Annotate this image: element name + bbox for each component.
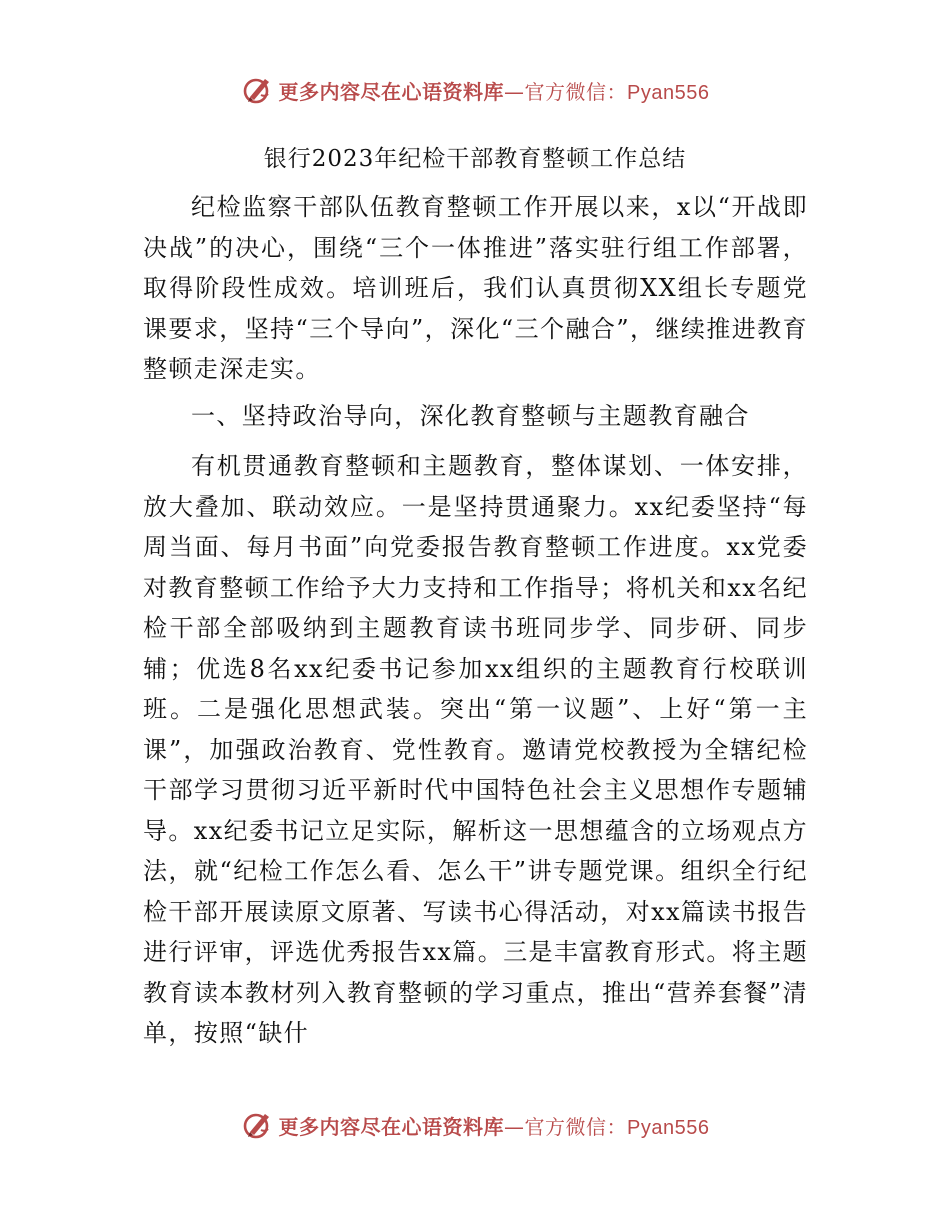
banner-wechat-id: Pyan556 (627, 1116, 710, 1139)
banner-label: 官方微信： (524, 1114, 628, 1139)
header-banner (0, 70, 950, 110)
banner-separator: — (504, 1114, 525, 1139)
document-title: 银行2023年纪检干部教育整顿工作总结 (263, 146, 687, 172)
footer-banner (0, 1105, 950, 1145)
banner-wechat-id: Pyan556 (627, 81, 710, 104)
banner-text (279, 76, 710, 105)
intro-paragraph: 纪检监察干部队伍教育整顿工作开展以来，x以“开战即决战”的决心，围绕“三个一体推进”落实驻行组工作部署，取得阶段性成效。培训班后，我们认真贯彻XX组长专题党课要求，坚持“三个导向”，深化“三个融合”，继续推进教育整顿走深走实。 (143, 193, 808, 383)
banner-main-text: 更多内容尽在心语资料库 (278, 79, 505, 104)
banner-separator: — (504, 79, 525, 104)
banner-text (279, 1111, 710, 1140)
pen-hand-logo-icon (241, 73, 275, 107)
banner-label: 官方微信： (524, 79, 628, 104)
section-heading-1: 一、坚持政治导向，深化教育整顿与主题教育融合 (191, 401, 750, 430)
pen-hand-logo-icon (241, 1108, 275, 1142)
section-1-paragraph: 有机贯通教育整顿和主题教育，整体谋划、一体安排，放大叠加、联动效应。一是坚持贯通聚力。xx纪委坚持“每周当面、每月书面”向党委报告教育整顿工作进度。xx党委对教育整顿工作给予大力支持和工作指导；将机关和xx名纪检干部全部吸纳到主题教育读书班同步学、同步研、同步辅；优选8名xx纪委书记参加xx组织的主题教育行校联训班。二是强化思想武装。突出“第一议题”、上好“第一主课”，加强政治教育、党性教育。邀请党校教授为全辖纪检干部学习贯彻习近平新时代中国特色社会主义思想作专题辅导。xx纪委书记立足实际，解析这一思想蕴含的立场观点方法，就“纪检工作怎么看、怎么干”讲专题党课。组织全行纪检干部开展读原文原著、写读书心得活动，对xx篇读书报告进行评审，评选优秀报告xx篇。三是丰富教育形式。将主题教育读本教材列入教育整顿的学习重点，推出“营养套餐”清单，按照“缺什 (143, 452, 808, 1047)
banner-main-text: 更多内容尽在心语资料库 (278, 1114, 505, 1139)
document-body (143, 187, 808, 1060)
